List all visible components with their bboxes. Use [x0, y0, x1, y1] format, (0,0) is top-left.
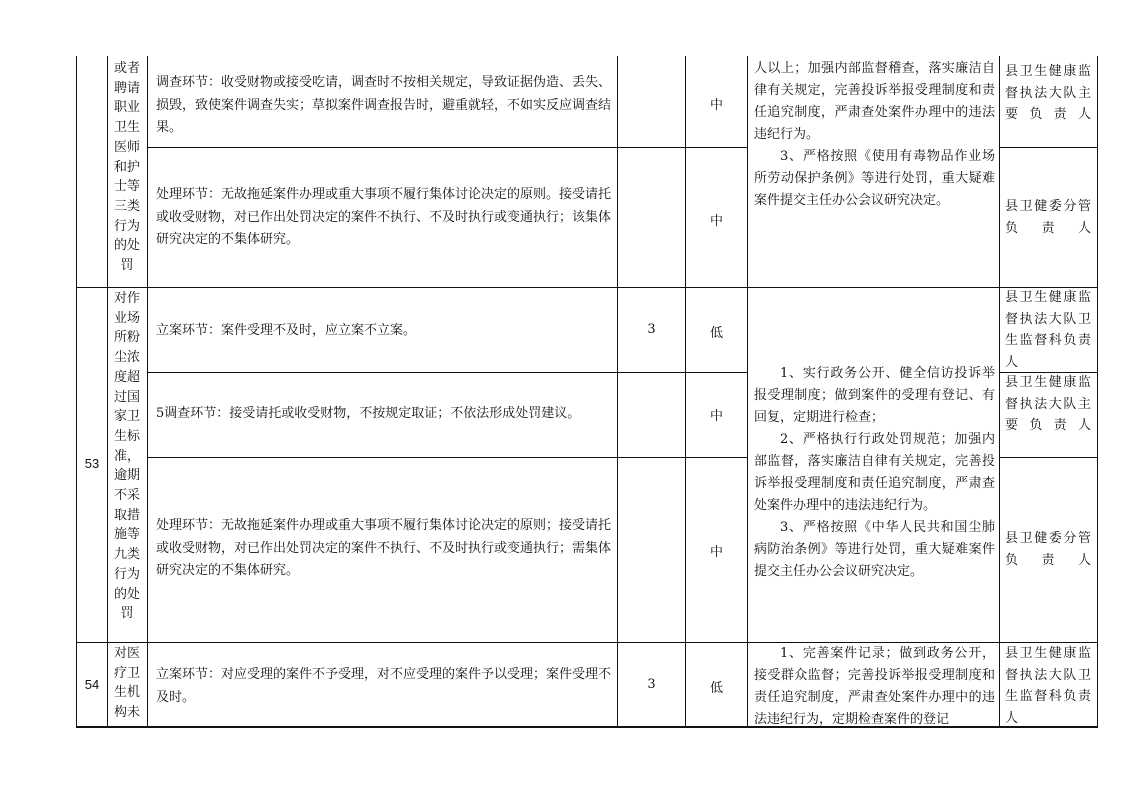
table-line [999, 147, 1098, 148]
prevention-measures [754, 58, 995, 212]
table-line [617, 56, 618, 727]
table-line [107, 56, 108, 727]
table-line [685, 56, 686, 727]
measure-paragraph: 3、严格按照《中华人民共和国尘肺病防治条例》等进行处罚，重大疑难案件提交主任办公会议研究决定。 [754, 520, 995, 579]
risk-description: 立案环节：案件受理不及时，应立案不立案。 [156, 323, 417, 338]
risk-level: 中 [709, 214, 723, 229]
measure-paragraph: 1、完善案件记录；做到政务公开，接受群众监督；完善投诉举报受理制度和责任追究制度，严肃查处案件办理中的违法违纪行为，定期检查案件的登记 [754, 646, 995, 727]
responsible-person: 县卫健委分管负责人 [1005, 199, 1091, 236]
risk-count: 3 [647, 677, 656, 692]
item-number: 54 [84, 677, 100, 692]
risk-count: 3 [647, 322, 656, 337]
measure-paragraph: 人以上；加强内部监督稽查，落实廉洁自律有关规定，完善投诉举报受理制度和责任追究制度，严肃查处案件办理中的违法违纪行为。 [754, 61, 995, 142]
item-number: 53 [84, 456, 100, 471]
measure-paragraph: 3、严格按照《使用有毒物品作业场所劳动保护条例》等进行处罚，重大疑难案件提交主任办公会议研究决定。 [754, 149, 995, 208]
table-line [147, 147, 747, 148]
measure-paragraph: 2、严格执行行政处罚规范；加强内部监督，落实廉洁自律有关规定，完善投诉举报受理制度和责任追究制度，严肃查处案件办理中的违法违纪行为。 [754, 432, 995, 513]
risk-description: 立案环节：对应受理的案件不予受理，对不应受理的案件予以受理；案件受理不及时。 [156, 667, 612, 705]
table-border-right [1097, 56, 1098, 727]
risk-description: 处理环节：无故拖延案件办理或重大事项不履行集体讨论决定的原则；接受请托或收受财物，对已作出处罚决定的案件不执行、不及时执行或变通执行；需集体研究决定的不集体研究。 [156, 518, 612, 579]
table-line [747, 56, 748, 727]
measure-paragraph: 1、实行政务公开、健全信访投诉举报受理制度；做到案件的受理有登记、有回复，定期进行检查； [754, 366, 995, 425]
category-cell: 对医疗卫生机构未 [113, 646, 140, 721]
table-line [999, 56, 1000, 727]
responsible-person: 县卫生健康监督执法大队卫生监督科负责人 [1005, 290, 1091, 370]
responsible-person: 县卫生健康监督执法大队主要负责人 [1005, 64, 1091, 123]
responsible-person: 县卫生健康监督执法大队卫生监督科负责人 [1005, 646, 1091, 726]
table-line [147, 457, 747, 458]
table-line [999, 457, 1098, 458]
responsible-person: 县卫健委分管负责人 [1005, 531, 1091, 568]
table-line [147, 372, 747, 373]
category-cell: 对作业场所粉尘浓度超过国家卫生标准，逾期不采取措施等九类行为的处罚 [113, 291, 140, 622]
prevention-measures [754, 643, 995, 731]
risk-level: 低 [709, 681, 723, 696]
prevention-measures [754, 363, 995, 583]
category-cell: 或者聘请职业卫生医师和护士等三类行为的处罚 [113, 61, 140, 274]
risk-level: 中 [709, 409, 723, 424]
risk-description: 调查环节：收受财物或接受吃请，调查时不按相关规定，导致证据伪造、丢失、损毁，致使案件调查失实；草拟案件调查报告时，避重就轻，不如实反应调查结果。 [156, 75, 612, 136]
table-line [147, 56, 148, 727]
risk-description: 5调查环节：接受请托或收受财物，不按规定取证；不依法形成处罚建议。 [156, 406, 581, 421]
risk-level: 中 [709, 545, 723, 560]
table-line [76, 287, 1098, 288]
responsible-person: 县卫生健康监督执法大队主要负责人 [1005, 375, 1091, 434]
table-border-left [76, 56, 77, 727]
risk-description: 处理环节：无故拖延案件办理或重大事项不履行集体讨论决定的原则。接受请托或收受财物，对已作出处罚决定的案件不执行、不及时执行或变通执行；该集体研究决定的不集体研究。 [156, 187, 612, 248]
risk-level: 低 [709, 326, 723, 341]
risk-level: 中 [709, 98, 723, 113]
